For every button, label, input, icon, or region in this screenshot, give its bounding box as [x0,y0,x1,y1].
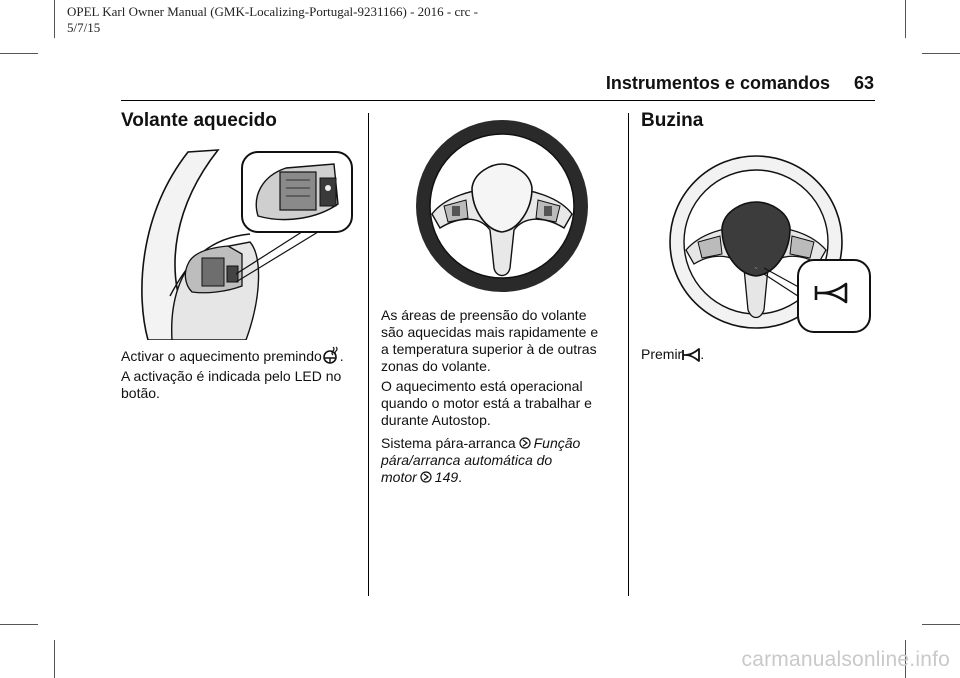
paragraph [121,346,361,365]
paragraph-text: Premir [641,346,683,362]
heated-steering-wheel-icon [322,346,340,364]
reference-link[interactable]: pára/arranca automática do [381,452,553,468]
crop-mark [905,0,906,38]
heated-wheel-switch-illustration [130,146,356,340]
page-reference-arrow-icon [420,471,432,483]
paragraph-line: durante Autostop. [381,412,491,428]
paragraph-text: . [339,348,344,364]
crop-mark [54,0,55,38]
section-heading: Volante aquecido [121,110,277,131]
paragraph-line: botão. [121,385,160,401]
page-number: 63 [853,73,874,93]
column-divider [368,113,369,596]
crop-mark [0,53,38,54]
crop-mark [922,53,960,54]
paragraph-line: quando o motor está a trabalhar e [381,395,592,411]
column-divider [628,113,629,596]
paragraph-line: são aquecidas mais rapidamente e [381,324,599,340]
svg-text:~: ~ [754,266,758,272]
horn-icon [682,348,700,362]
steering-wheel-illustration [414,118,590,294]
paragraph [381,307,621,375]
page-reference-arrow-icon [519,437,531,449]
running-head [606,73,874,94]
section-title: Instrumentos e comandos [605,73,830,93]
watermark: carmanualsonline.info [741,648,950,671]
paragraph-line: zonas do volante. [381,358,491,374]
reference-link[interactable]: motor [381,469,417,485]
crop-mark [922,624,960,625]
section-heading: Buzina [641,110,704,131]
reference-page[interactable]: 149 [434,469,459,485]
paragraph [641,346,871,363]
paragraph-line: a temperatura superior à de outras [381,341,597,357]
paragraph-text: . [700,346,705,362]
meta-line: OPEL Karl Owner Manual (GMK-Localizing-Portugal-9231166) - 2016 - crc - [67,4,478,19]
reference-text: . [458,469,463,485]
paragraph-line: A activação é indicada pelo LED no [121,368,342,384]
crop-mark [0,624,38,625]
paragraph [121,368,361,402]
header-rule [121,100,875,101]
paragraph-text: Activar o aquecimento premindo [121,348,322,364]
paragraph [381,378,621,429]
document-meta [67,4,478,36]
crop-mark [54,640,55,678]
meta-line: 5/7/15 [67,20,101,35]
reference-link[interactable]: Função [533,435,581,451]
cross-reference [381,435,621,486]
reference-text: Sistema pára-arranca [381,435,516,451]
paragraph-line: As áreas de preensão do volante [381,307,587,323]
horn-illustration [664,150,874,336]
paragraph-line: O aquecimento está operacional [381,378,583,394]
